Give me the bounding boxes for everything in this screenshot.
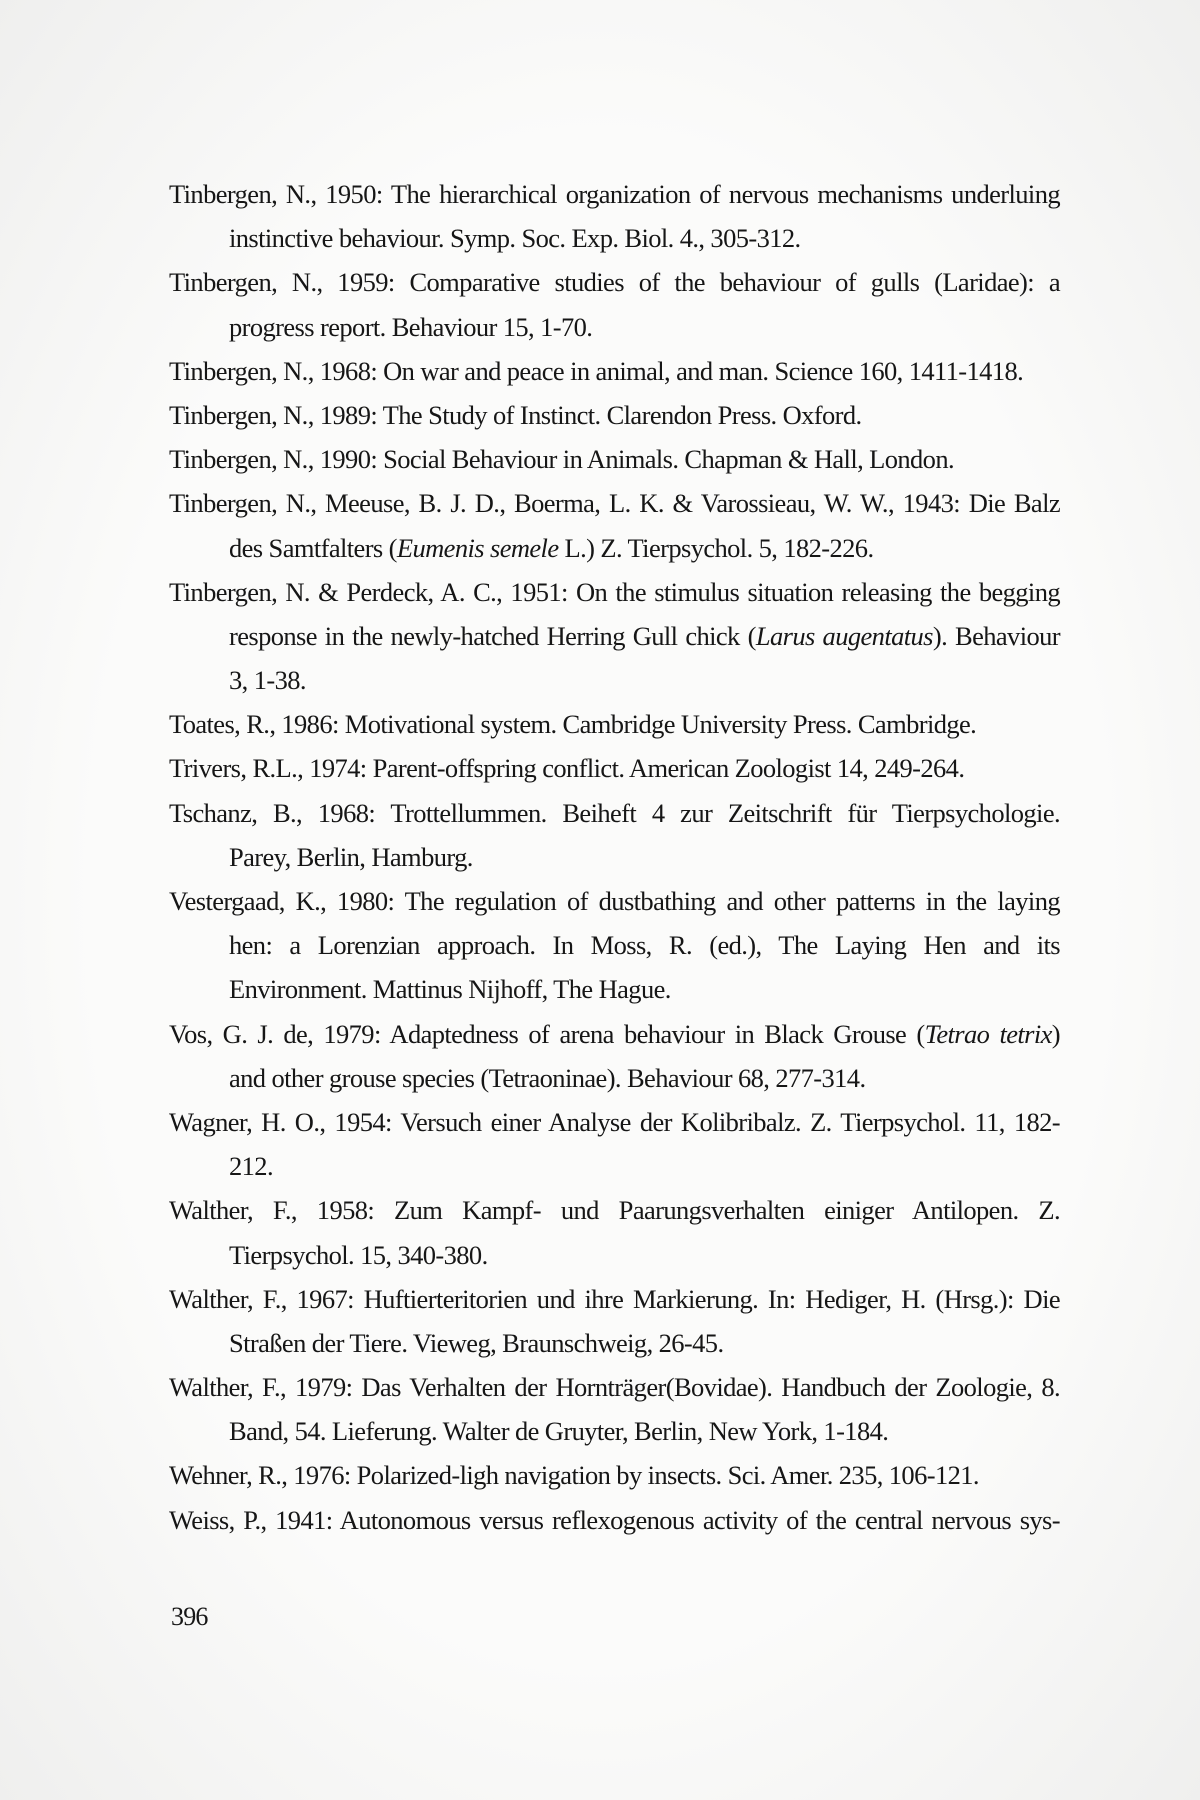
reference-entry	[169, 702, 1060, 746]
reference-entry	[169, 1498, 1060, 1542]
reference-text: Wehner, R., 1976: Polarized-ligh navigation by insects. Sci. Amer. 235, 106-121.	[169, 1460, 979, 1491]
reference-text: Environment. Mattinus Nijhoff, The Hague.	[229, 974, 671, 1005]
reference-text: Wagner, H. O., 1954: Versuch einer Analyse der Kolibribalz. Z. Tierpsychol. 11, 182-	[169, 1106, 1060, 1137]
reference-line	[169, 879, 1060, 923]
reference-text: Walther, F., 1979: Das Verhalten der Hornträger(Bovidae). Handbuch der Zoologie, 8.	[169, 1372, 1060, 1403]
reference-text: Vos, G. J. de, 1979: Adaptedness of arena behaviour in Black Grouse (	[169, 1018, 925, 1049]
reference-line	[169, 967, 1060, 1011]
reference-line	[169, 172, 1060, 216]
species-name-italic: Larus augentatus	[755, 620, 933, 651]
reference-entry	[169, 1453, 1060, 1497]
reference-line	[169, 216, 1060, 260]
reference-line	[169, 1100, 1060, 1144]
reference-line	[169, 791, 1060, 835]
reference-text: progress report. Behaviour 15, 1-70.	[229, 311, 593, 342]
reference-line	[169, 305, 1060, 349]
reference-line	[169, 923, 1060, 967]
reference-line	[169, 658, 1060, 702]
reference-line	[169, 1144, 1060, 1188]
reference-text: Parey, Berlin, Hamburg.	[229, 841, 473, 872]
reference-line	[169, 481, 1060, 525]
reference-entry	[169, 437, 1060, 481]
reference-text: Toates, R., 1986: Motivational system. Cambridge University Press. Cambridge.	[169, 709, 977, 740]
reference-text: Tinbergen, N., 1959: Comparative studies of the behaviour of gulls (Laridae): a	[169, 267, 1060, 298]
reference-entry	[169, 746, 1060, 790]
reference-entry	[169, 1277, 1060, 1365]
page-number: 396	[171, 1602, 208, 1631]
reference-text: Walther, F., 1967: Huftierteritorien und ihre Markierung. In: Hediger, H. (Hrsg.): Die	[169, 1283, 1060, 1314]
reference-line	[169, 1277, 1060, 1321]
reference-line	[169, 570, 1060, 614]
species-name-italic: Eumenis semele	[396, 532, 559, 563]
reference-line	[169, 702, 1060, 746]
reference-text: hen: a Lorenzian approach. In Moss, R. (ed.), The Laying Hen and its	[229, 930, 1060, 961]
reference-entry	[169, 570, 1060, 703]
reference-text: ). Behaviour	[932, 620, 1060, 651]
reference-text: Vestergaad, K., 1980: The regulation of dustbathing and other patterns in the laying	[169, 886, 1060, 916]
reference-text: Weiss, P., 1941: Autonomous versus reflexogenous activity of the central nervous sys-	[169, 1504, 1060, 1535]
reference-text: )	[1051, 1018, 1060, 1049]
reference-text: instinctive behaviour. Symp. Soc. Exp. Biol. 4., 305-312.	[229, 223, 801, 254]
reference-text: Tinbergen, N., 1968: On war and peace in animal, and man. Science 160, 1411-1418.	[169, 355, 1024, 386]
reference-text: des Samtfalters (	[229, 532, 397, 563]
reference-line	[169, 1188, 1060, 1232]
reference-text: Trivers, R.L., 1974: Parent-offspring conflict. American Zoologist 14, 249-264.	[169, 753, 965, 784]
reference-line	[169, 1321, 1060, 1365]
reference-entry	[169, 1012, 1060, 1100]
species-name-italic: Tetrao tetrix	[924, 1018, 1052, 1049]
reference-text: response in the newly-hatched Herring Gull chick (	[229, 620, 756, 651]
reference-entry	[169, 349, 1060, 393]
reference-line	[169, 437, 1060, 481]
reference-line	[169, 1453, 1060, 1497]
reference-text: 3, 1-38.	[229, 665, 306, 696]
reference-entry	[169, 481, 1060, 569]
reference-entry	[169, 393, 1060, 437]
reference-text: Tierpsychol. 15, 340-380.	[229, 1239, 488, 1270]
reference-line	[169, 746, 1060, 790]
reference-text: Band, 54. Lieferung. Walter de Gruyter, Berlin, New York, 1-184.	[229, 1416, 889, 1447]
reference-text: Tinbergen, N., Meeuse, B. J. D., Boerma, L. K. & Varossieau, W. W., 1943: Die Balz	[169, 488, 1060, 519]
reference-entry	[169, 879, 1060, 1012]
reference-line	[169, 260, 1060, 304]
reference-line	[169, 1498, 1060, 1542]
reference-line	[169, 393, 1060, 437]
reference-entry	[169, 172, 1060, 260]
reference-text: Tinbergen, N. & Perdeck, A. C., 1951: On the stimulus situation releasing the begging	[169, 576, 1060, 607]
reference-text: Straßen der Tiere. Vieweg, Braunschweig, 26-45.	[229, 1327, 724, 1358]
reference-entry	[169, 260, 1060, 348]
reference-line	[169, 349, 1060, 393]
reference-line	[169, 1012, 1060, 1056]
reference-line	[169, 1365, 1060, 1409]
reference-text: Tinbergen, N., 1989: The Study of Instinct. Clarendon Press. Oxford.	[169, 399, 862, 430]
reference-line	[169, 1056, 1060, 1100]
reference-line	[169, 1409, 1060, 1453]
reference-entry	[169, 1100, 1060, 1188]
reference-entry	[169, 1365, 1060, 1453]
reference-text: Tinbergen, N., 1990: Social Behaviour in Animals. Chapman & Hall, London.	[169, 444, 954, 475]
reference-text: L.) Z. Tierpsychol. 5, 182-226.	[558, 532, 874, 563]
reference-list	[169, 172, 1060, 1542]
reference-text: Walther, F., 1958: Zum Kampf- und Paarungsverhalten einiger Antilopen. Z.	[169, 1195, 1060, 1226]
reference-text: Tschanz, B., 1968: Trottellummen. Beiheft 4 zur Zeitschrift für Tierpsychologie.	[169, 797, 1060, 828]
reference-line	[169, 835, 1060, 879]
reference-text: 212.	[229, 1151, 273, 1182]
reference-text: and other grouse species (Tetraoninae). Behaviour 68, 277-314.	[229, 1062, 866, 1093]
reference-entry	[169, 791, 1060, 879]
reference-line	[169, 526, 1060, 570]
reference-line	[169, 1233, 1060, 1277]
reference-line	[169, 614, 1060, 658]
reference-text: Tinbergen, N., 1950: The hierarchical organization of nervous mechanisms underluing	[169, 179, 1060, 209]
reference-entry	[169, 1188, 1060, 1276]
